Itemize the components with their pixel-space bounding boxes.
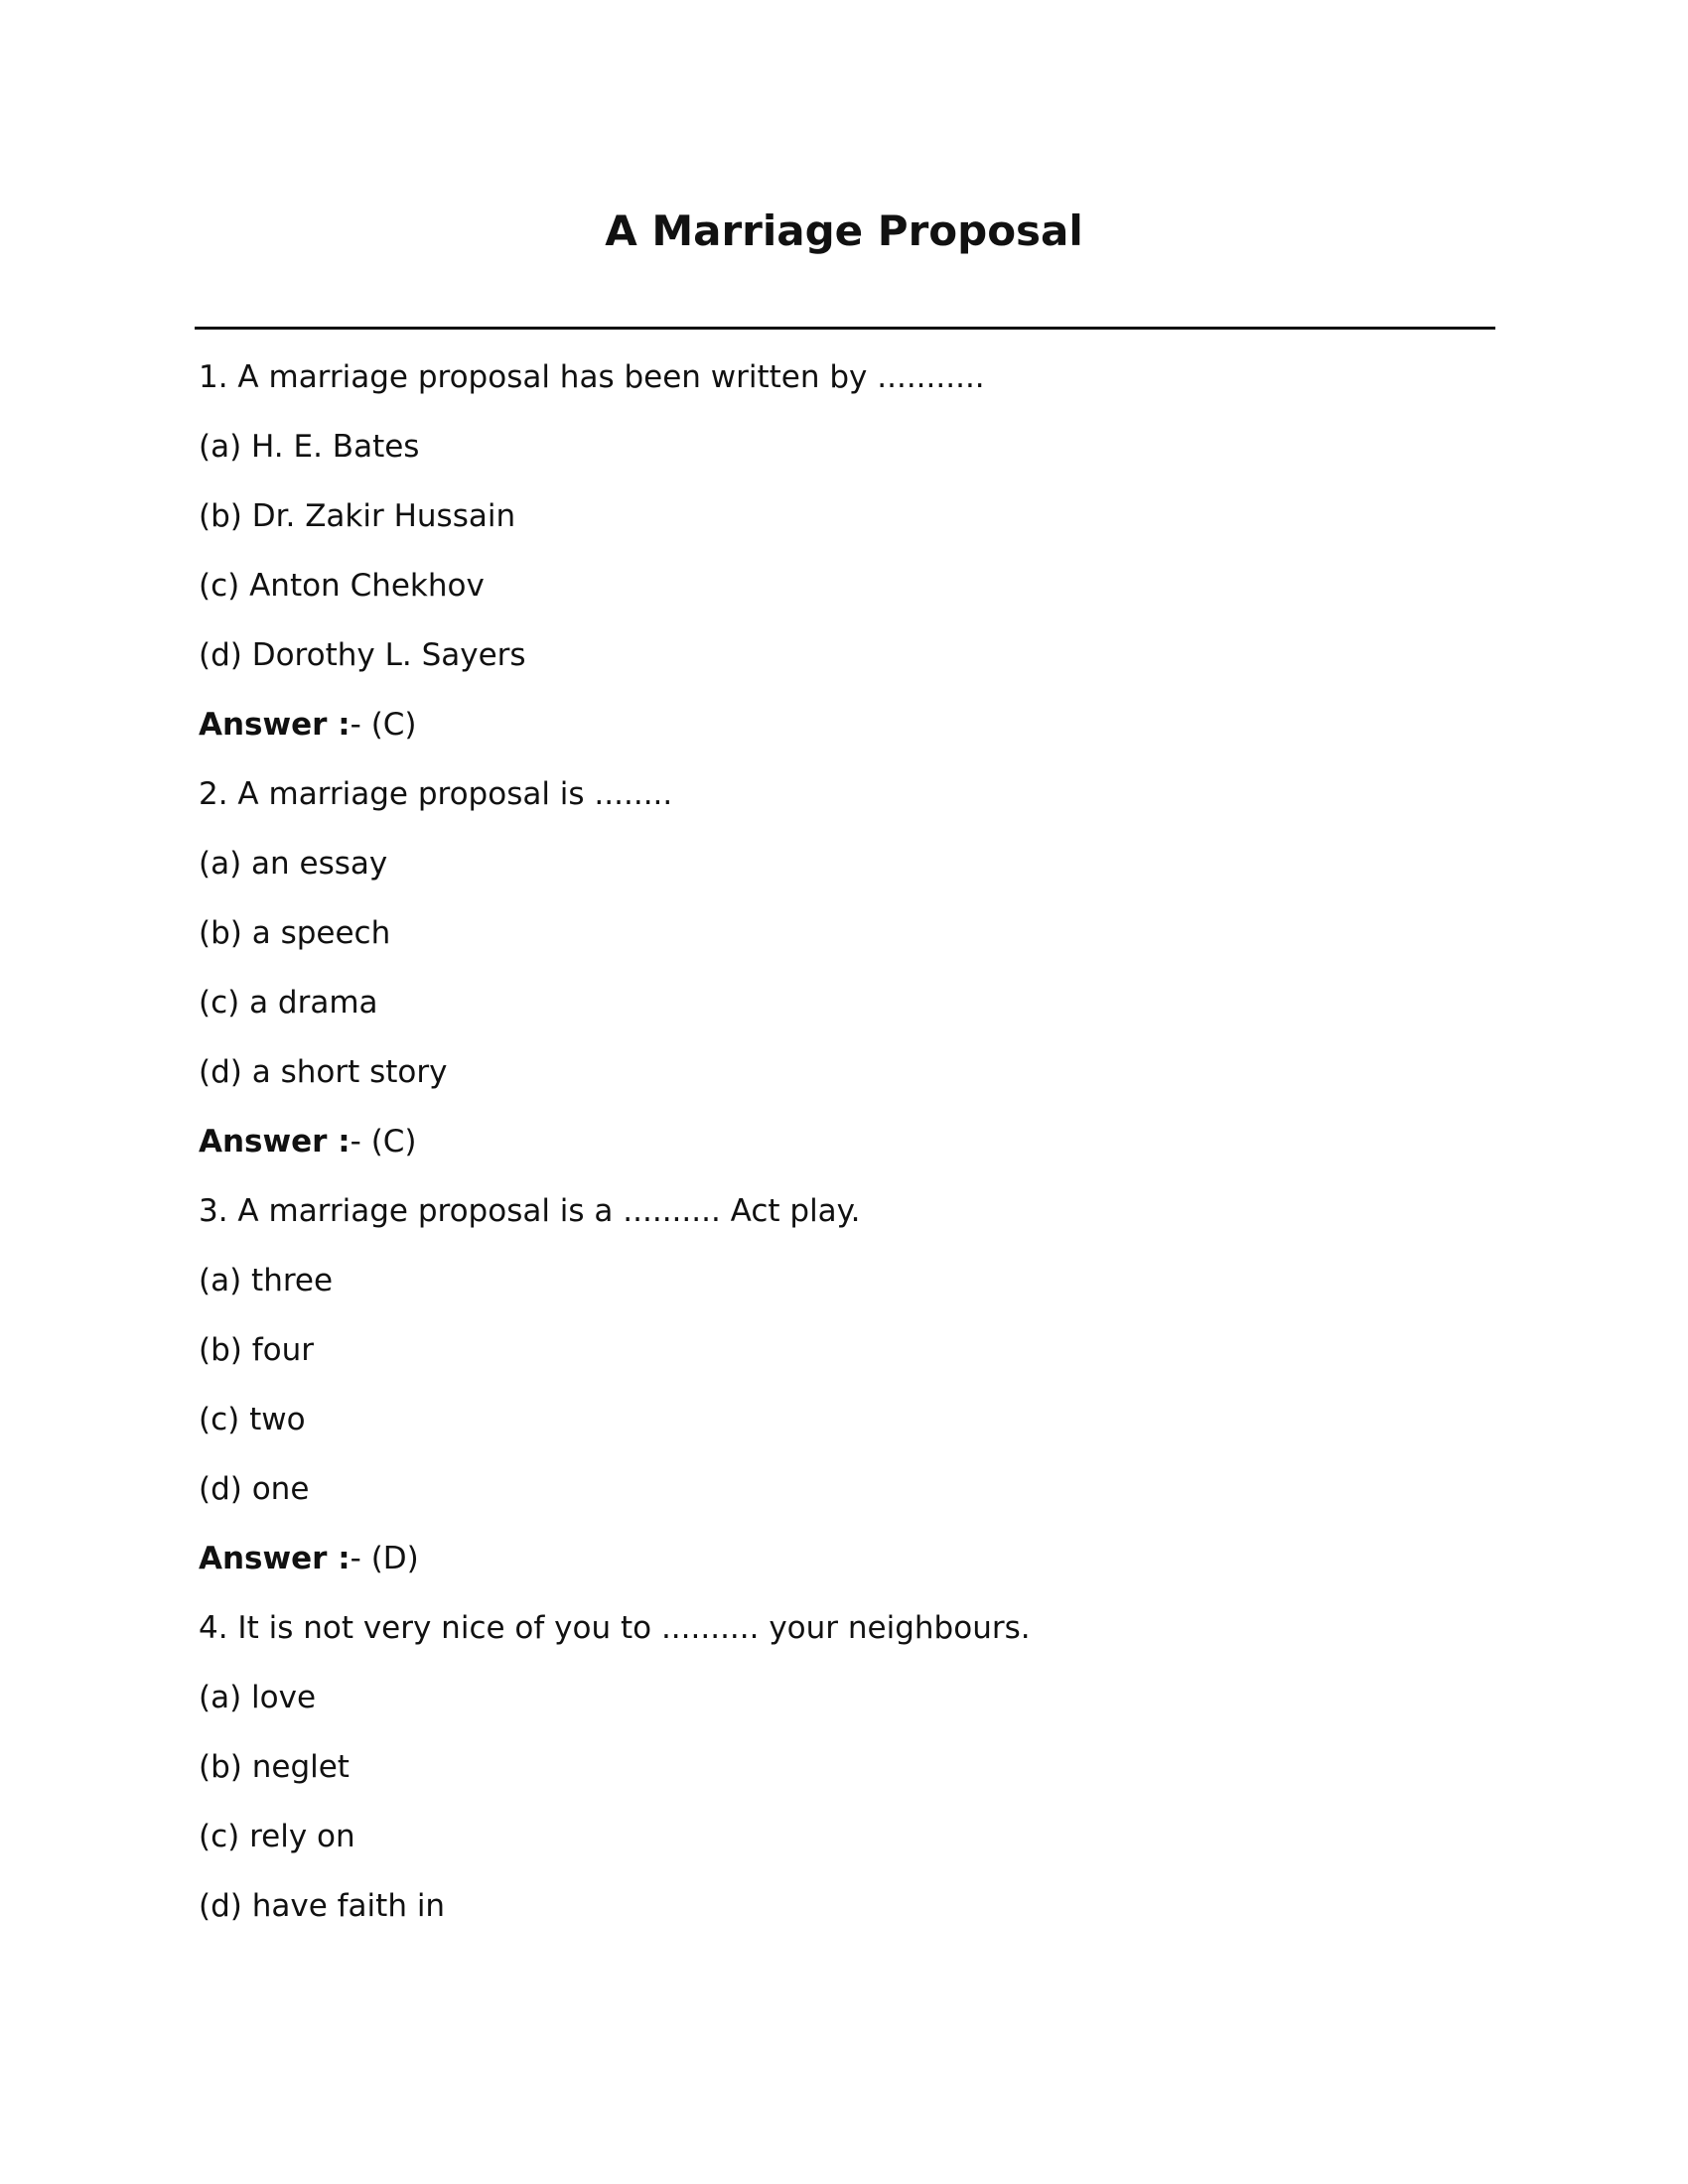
option-item: (b) Dr. Zakir Hussain (199, 498, 516, 534)
option-item: (d) have faith in (199, 1888, 446, 1924)
title-divider (195, 327, 1495, 330)
question-list (199, 353, 1489, 1952)
option-item: (c) Anton Chekhov (199, 568, 485, 604)
answer-value: - (D) (350, 1541, 419, 1576)
option-item: (c) rely on (199, 1819, 355, 1854)
answer-label: Answer : (199, 1541, 351, 1576)
option-item: (a) three (199, 1263, 334, 1298)
option-item: (a) love (199, 1680, 317, 1715)
question-text: 1. A marriage proposal has been written by ........... (199, 359, 985, 395)
option-item: (b) four (199, 1332, 314, 1368)
question-text: 2. A marriage proposal is ........ (199, 776, 673, 812)
option-item: (c) two (199, 1402, 306, 1437)
page-title: A Marriage Proposal (605, 206, 1083, 255)
answer-label: Answer : (199, 707, 351, 743)
answer-label: Answer : (199, 1124, 351, 1160)
option-item: (d) a short story (199, 1054, 448, 1090)
question-text: 4. It is not very nice of you to .......... your neighbours. (199, 1610, 1031, 1646)
option-item: (b) neglet (199, 1749, 350, 1785)
option-item: (d) one (199, 1471, 310, 1507)
answer-value: - (C) (350, 1124, 417, 1160)
option-item: (a) an essay (199, 846, 388, 882)
option-item: (d) Dorothy L. Sayers (199, 637, 526, 673)
answer-value: - (C) (350, 707, 417, 743)
question-text: 3. A marriage proposal is a .......... Act play. (199, 1193, 861, 1229)
option-item: (c) a drama (199, 985, 378, 1021)
option-item: (a) H. E. Bates (199, 429, 420, 465)
answer-line (199, 1118, 1489, 1187)
answer-line (199, 701, 1489, 770)
option-item: (b) a speech (199, 915, 391, 951)
answer-line (199, 1535, 1489, 1604)
